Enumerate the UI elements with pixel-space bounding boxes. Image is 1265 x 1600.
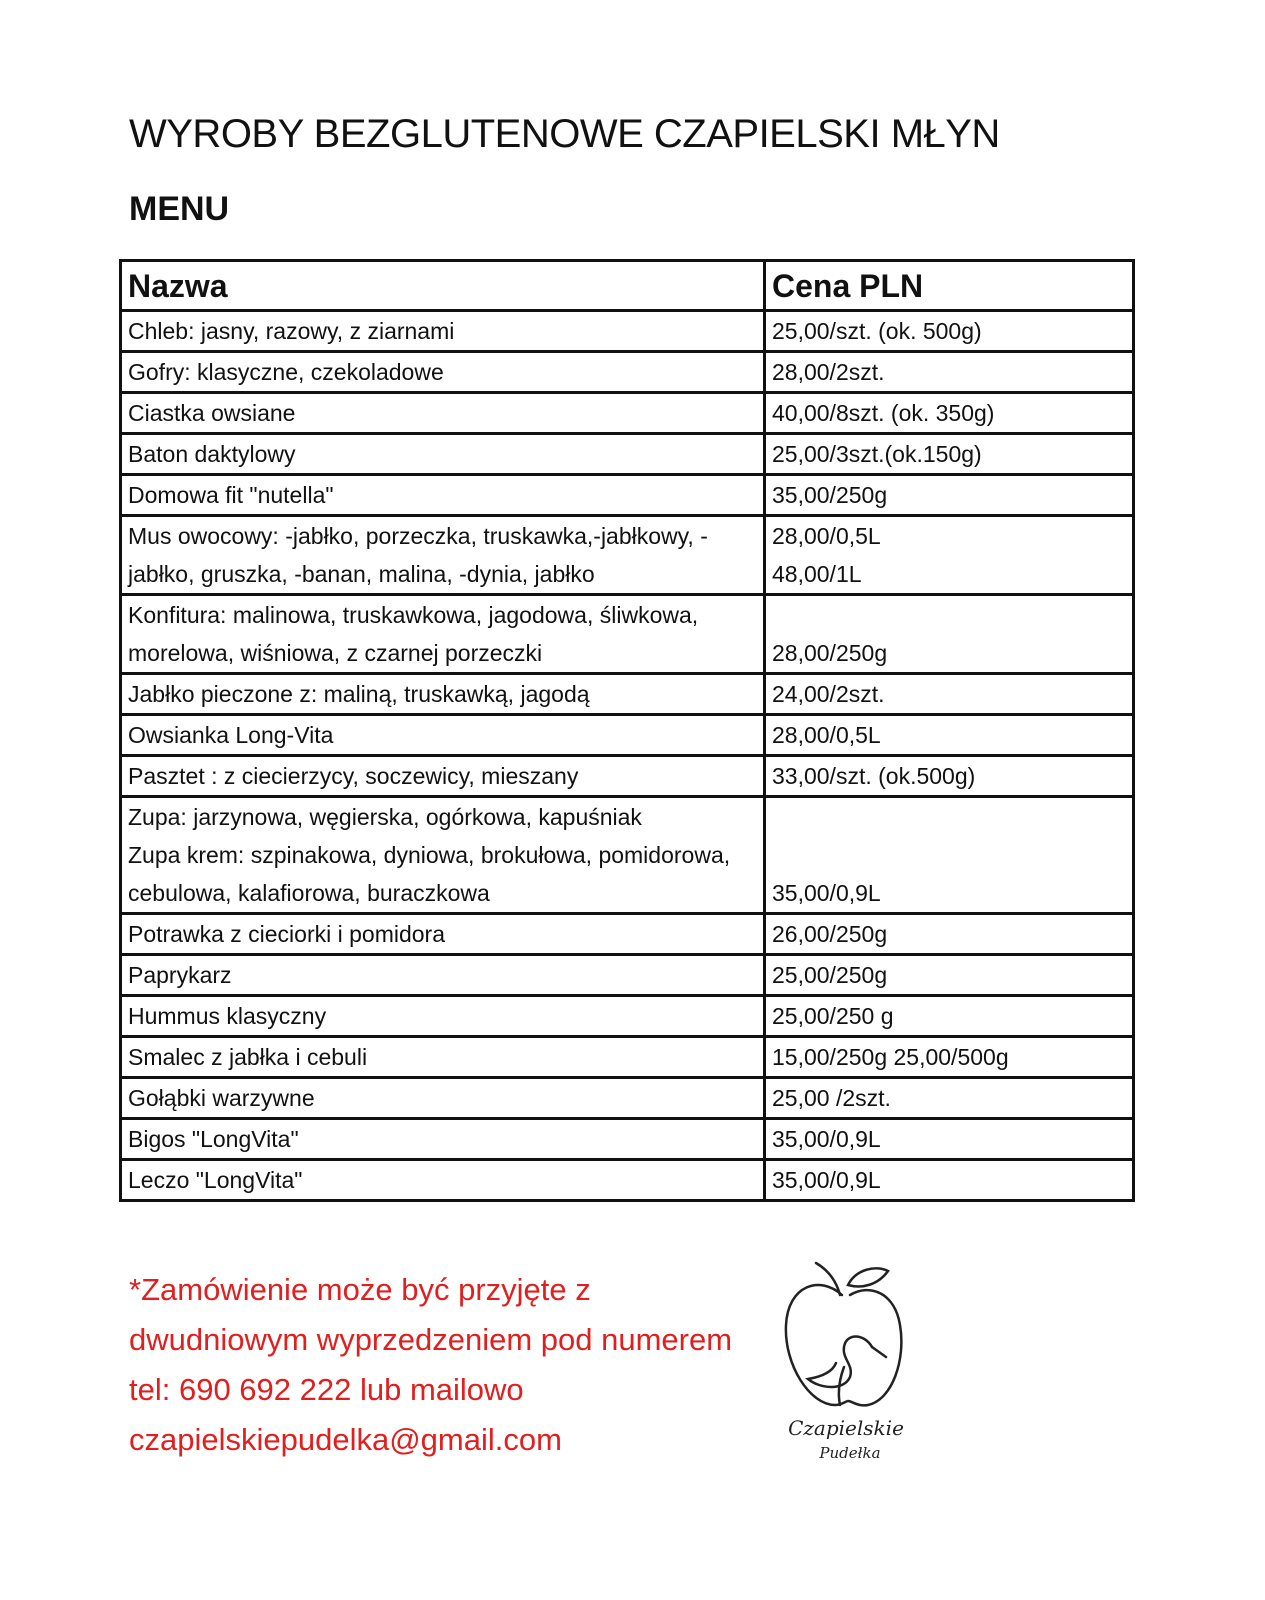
item-name-cell <box>121 955 765 996</box>
item-name: Smalec z jabłka i cebuli <box>128 1044 368 1070</box>
table-row <box>121 516 1134 595</box>
item-price-cell <box>765 715 1134 756</box>
item-price: 24,00/2szt. <box>772 681 885 707</box>
item-price: 35,00/0,9L <box>772 1126 881 1152</box>
item-name: Baton daktylowy <box>128 441 296 467</box>
item-name-cell <box>121 311 765 352</box>
item-price-cell <box>765 996 1134 1037</box>
item-price-cell <box>765 434 1134 475</box>
item-price: 28,00/0,5L <box>772 523 881 549</box>
item-price: 28,00/250g <box>772 640 888 666</box>
item-name: Pasztet : z ciecierzycy, soczewicy, mieszany <box>128 763 579 789</box>
item-name-cell <box>121 715 765 756</box>
item-name: Hummus klasyczny <box>128 1003 327 1029</box>
item-price-cell <box>765 516 1134 595</box>
item-name: morelowa, wiśniowa, z czarnej porzeczki <box>128 640 543 666</box>
table-row <box>121 914 1134 955</box>
table-row <box>121 1160 1134 1201</box>
item-price: 35,00/0,9L <box>772 880 881 906</box>
item-price-cell <box>765 595 1134 674</box>
item-name: jabłko, gruszka, -banan, malina, -dynia, jabłko <box>128 561 595 587</box>
item-price: 33,00/szt. (ok.500g) <box>772 763 976 789</box>
item-name-cell <box>121 1119 765 1160</box>
item-price-cell <box>765 756 1134 797</box>
table-row <box>121 434 1134 475</box>
item-name: Zupa: jarzynowa, węgierska, ogórkowa, kapuśniak <box>128 804 642 830</box>
item-name-cell <box>121 1160 765 1201</box>
item-price: 28,00/0,5L <box>772 722 881 748</box>
table-row <box>121 1078 1134 1119</box>
item-name-cell <box>121 914 765 955</box>
item-price-cell <box>765 914 1134 955</box>
item-price: 48,00/1L <box>772 561 862 587</box>
item-price: 28,00/2szt. <box>772 359 885 385</box>
item-price-cell <box>765 1160 1134 1201</box>
table-row <box>121 475 1134 516</box>
table-header-row <box>121 261 1134 311</box>
order-note-line: czapielskiepudelka@gmail.com <box>129 1422 562 1457</box>
item-price: 35,00/250g <box>772 482 888 508</box>
order-note-line: tel: 690 692 222 lub mailowo <box>129 1372 524 1407</box>
apple-heron-icon <box>786 1263 901 1405</box>
item-price: 25,00 /2szt. <box>772 1085 891 1111</box>
item-name-cell <box>121 475 765 516</box>
item-price-cell <box>765 797 1134 914</box>
item-price: 25,00/250 g <box>772 1003 894 1029</box>
item-name: Domowa fit "nutella" <box>128 482 334 508</box>
table-row <box>121 715 1134 756</box>
item-name: Mus owocowy: -jabłko, porzeczka, truskawka,-jabłkowy, - <box>128 523 708 549</box>
item-price-cell <box>765 674 1134 715</box>
table-row <box>121 955 1134 996</box>
table-row <box>121 352 1134 393</box>
order-note <box>129 1265 769 1465</box>
item-price-cell <box>765 1037 1134 1078</box>
item-name: Chleb: jasny, razowy, z ziarnami <box>128 318 455 344</box>
item-name-cell <box>121 996 765 1037</box>
item-price: 25,00/250g <box>772 962 888 988</box>
table-row <box>121 393 1134 434</box>
item-price-cell <box>765 955 1134 996</box>
menu-heading: MENU <box>129 190 230 228</box>
item-name: cebulowa, kalafiorowa, buraczkowa <box>128 880 490 906</box>
item-name-cell <box>121 1078 765 1119</box>
item-name: Konfitura: malinowa, truskawkowa, jagodowa, śliwkowa, <box>128 602 699 628</box>
item-name: Ciastka owsiane <box>128 400 296 426</box>
item-name-cell <box>121 595 765 674</box>
item-price-cell <box>765 1078 1134 1119</box>
order-note-line: *Zamówienie może być przyjęte z <box>129 1272 591 1307</box>
table-row <box>121 996 1134 1037</box>
item-name-cell <box>121 1037 765 1078</box>
item-price: 40,00/8szt. (ok. 350g) <box>772 400 995 426</box>
item-price: 35,00/0,9L <box>772 1167 881 1193</box>
item-price-cell <box>765 393 1134 434</box>
table-row <box>121 1037 1134 1078</box>
item-name-cell <box>121 756 765 797</box>
table-row <box>121 595 1134 674</box>
item-name: Potrawka z cieciorki i pomidora <box>128 921 446 947</box>
table-row <box>121 797 1134 914</box>
item-name: Jabłko pieczone z: maliną, truskawką, jagodą <box>128 681 590 707</box>
item-name-cell <box>121 434 765 475</box>
item-name-cell <box>121 516 765 595</box>
logo-text-line1: Czapielskie <box>788 1416 904 1440</box>
item-price: 25,00/szt. (ok. 500g) <box>772 318 982 344</box>
header-name: Nazwa <box>121 261 765 311</box>
item-price-cell <box>765 475 1134 516</box>
logo <box>780 1255 910 1470</box>
table-row <box>121 311 1134 352</box>
item-name-cell <box>121 797 765 914</box>
item-name: Gofry: klasyczne, czekoladowe <box>128 359 444 385</box>
item-name-cell <box>121 393 765 434</box>
logo-text-line2: Pudełka <box>819 1444 881 1462</box>
item-price-cell <box>765 1119 1134 1160</box>
table-row <box>121 756 1134 797</box>
item-name: Paprykarz <box>128 962 232 988</box>
item-name-cell <box>121 352 765 393</box>
page-title: WYROBY BEZGLUTENOWE CZAPIELSKI MŁYN <box>129 112 1000 156</box>
item-name: Owsianka Long-Vita <box>128 722 334 748</box>
item-name: Bigos "LongVita" <box>128 1126 299 1152</box>
item-name-cell <box>121 674 765 715</box>
item-price-cell <box>765 311 1134 352</box>
item-price-cell <box>765 352 1134 393</box>
item-name: Leczo "LongVita" <box>128 1167 303 1193</box>
item-price: 25,00/3szt.(ok.150g) <box>772 441 982 467</box>
item-price: 26,00/250g <box>772 921 888 947</box>
order-note-line: dwudniowym wyprzedzeniem pod numerem <box>129 1322 733 1357</box>
item-price: 15,00/250g 25,00/500g <box>772 1044 1009 1070</box>
price-table <box>119 259 1135 1202</box>
item-name: Gołąbki warzywne <box>128 1085 315 1111</box>
table-row <box>121 1119 1134 1160</box>
header-price: Cena PLN <box>765 261 1134 311</box>
table-row <box>121 674 1134 715</box>
item-name: Zupa krem: szpinakowa, dyniowa, brokułowa, pomidorowa, <box>128 842 731 868</box>
